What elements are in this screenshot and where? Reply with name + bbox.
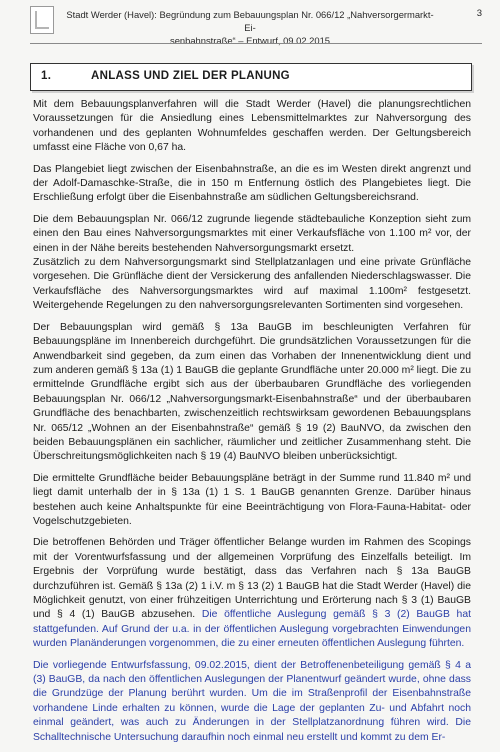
paragraph-verfahren: Der Bebauungsplan wird gemäß § 13a BauGB im beschleunigten Verfahren für Bebauungspläne im Innenbereich durchgeführt. Die grundsätzlichen Voraussetzungen für die Anwendbarkeit sind gegeben, da zum einen das Vorhaben der Innenentwicklung dient und zum anderen gemäß § 13a (1) 1 BauGB die geplante Grundfläche unter 20.000 m² liegt. Die zu ermittelnde Grundfläche ergibt sich aus der überbaubaren Grundfläche des vorliegenden Bebauungsplan Nr. 066/12 „Nahversorgungsmarkt-Eisenbahnstraße“ und der überbaubaren Grundfläche des benachbarten, zwischenzeitlich rechtswirksam gewordenen Bebauungsplans Nr. 065/12 „Wohnen an der Eisenbahnstraße“ gemäß § 19 (2) BauNVO, da zwischen den beiden Bebauungsplänen ein sachlicher, räumlicher und zeitlicher Zusammenhang steht. Die Überschreitungsmöglichkeiten nach § 19 (4) BauNVO bleiben unberücksichtigt. (33, 321, 471, 463)
header-divider (30, 43, 482, 44)
paragraph-beteiligung (33, 536, 471, 651)
paragraph-gruenflaeche: Zusätzlich zu dem Nahversorgungsmarkt sind Stellplatzanlagen und eine private Grünfläche vorgesehen. Die Grünfläche dient der Versickerung des anfallenden Niederschlagswasser. Die Verkaufsfläche des Nahversorgungsmarktes wird auf maximal 1.100m² festgesetzt. Weitergehende Regelungen zu den nahversorgungsrelevanten Sortimenten sind vorgesehen. (33, 257, 471, 312)
page-header (60, 8, 440, 47)
paragraph-grundflaeche: Die ermittelte Grundfläche beider Bebauungspläne beträgt in der Summe rund 11.840 m² und liegt damit unterhalb der in § 13a (1) 1 S. 1 BauGB genannten Grenze. Darüber hinaus bestehen auch keine Anhaltspunkte für eine Beeinträchtigung von Flora-Fauna-Habitat- oder Vogelschutzgebieten. (33, 472, 471, 527)
header-line-1: Stadt Werder (Havel): Begründung zum Bebauungsplan Nr. 066/12 „Nahversorgermarkt- Ei- (66, 9, 434, 33)
body-text (33, 98, 471, 752)
page-number: 3 (476, 8, 482, 19)
paragraph-intro: Mit dem Bebauungsplanverfahren will die Stadt Werder (Havel) die planungsrechtlichen Voraussetzungen für die Ansiedlung eines Lebensmittelmarktes zur Nahversorgung des vorhandenen und des geplanten Wohnumfeldes geschaffen werden. Der Geltungsbereich umfasst eine Fläche von 0,67 ha. (33, 99, 471, 154)
section-heading (30, 63, 472, 91)
city-logo-icon (30, 6, 54, 34)
header-line-2: senbahnstraße“ – Entwurf, 09.02.2015 (170, 35, 330, 46)
paragraph-beteiligung-text: Die betroffenen Behörden und Träger öffentlicher Belange wurden im Rahmen des Scopings mit der Vorentwurfsfassung und der allgemeinen Vorprüfung des Einzelfalls beteiligt. Im Ergebnis der Vorprüfung wurde bestätigt, dass das Verfahren nach § 13a BauGB durchzuführen ist. Gemäß § 13a (2) 1 i.V. m § 13 (2) 1 BauGB hat die Stadt Werder (Havel) die Möglichkeit genutzt, von einer frühzeitigen Unterrichtung und Erörterung nach § 3 (1) BauGB und § 4 (1) BauGB abzusehen. (33, 537, 471, 621)
paragraph-plangebiet: Das Plangebiet liegt zwischen der Eisenbahnstraße, an die es im Westen direkt angrenzt und der Adolf-Damaschke-Straße, die in 150 m Entfernung östlich des Plangebietes liegt. Die Erschließung erfolgt über die Eisenbahnstraße am südlichen Geltungsbereichsrand. (33, 163, 471, 204)
paragraph-konzeption: Die dem Bebauungsplan Nr. 066/12 zugrunde liegende städtebauliche Konzeption sieht zum einen den Bau eines Nahversorgungsmarktes mit einer Verkaufsfläche von 1.100 m² vor, der einen in der Nähe bereits bestehenden Nahversorgungsmarkt ersetzt. (33, 213, 471, 254)
section-title: ANLASS UND ZIEL DER PLANUNG (91, 70, 290, 82)
paragraph-auslegung-revision: Die öffentliche Auslegung gemäß § 3 (2) BauGB hat stattgefunden. Auf Grund der u.a. in der öffentlichen Auslegung vorgebrachten Einwendungen wurden Planänderungen vorgenommen, die zu einer erneuten öffentlichen Auslegung führten. (33, 609, 471, 650)
paragraph-entwurfsfassung-revision: Die vorliegende Entwurfsfassung, 09.02.2015, dient der Betroffenenbeteiligung gemäß § 4 a (3) BauGB, da nach den öffentlichen Auslegungen der Planentwurf geändert wurde, ohne dass die Grundzüge der Planung berührt wurden. Um die im Straßenprofil der Eisenbahnstraße vorhandene Linde erhalten zu können, wurde die Lage der geplanten Zu- und Abfahrt noch einmal geändert, was auch zu Änderungen in der Stellplatzanordnung führen wird. Die Schalltechnische Untersuchung daraufhin noch einmal neu erstellt und kommt zu dem Er- (33, 659, 471, 743)
section-number: 1. (41, 70, 52, 82)
